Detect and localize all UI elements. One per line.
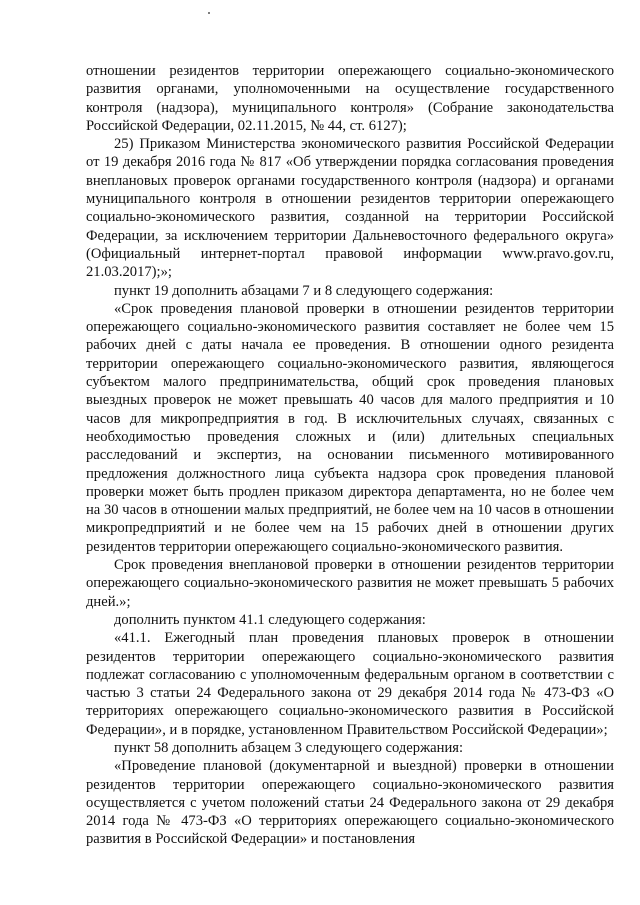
page-mark — [208, 12, 210, 14]
paragraph: 25) Приказом Министерства экономического развития Российской Федерации от 19 декабря 2016 года № 817 «Об утверждении порядка согласования проведения внеплановых проверок органами государственного контроля (надзора) и органами муниципального контроля в отношении резидентов территории опережающего социально-экономического развития, созданной на территории Российской Федерации, за исключением территории Дальневосточного федерального округа» (Официальный интернет-портал правовой информации www.pravo.gov.ru, 21.03.2017);»; — [86, 136, 614, 281]
paragraph: Срок проведения внеплановой проверки в отношении резидентов территории опережающего социально-экономического развития не может превышать 5 рабочих дней.»; — [86, 557, 614, 610]
paragraph: пункт 19 дополнить абзацами 7 и 8 следующего содержания: — [114, 282, 494, 299]
paragraph: «41.1. Ежегодный план проведения плановых проверок в отношении резидентов территории опережающего социально-экономического развития подлежат согласованию с уполномоченным федеральным органом в соответствии с частью 3 статьи 24 Федерального закона от 29 декабря 2014 года № 473-ФЗ «О территориях опережающего социально-экономического развития в Российской Федерации», и в порядке, установленном Правительством Российской Федерации»; — [86, 630, 614, 738]
paragraph: дополнить пунктом 41.1 следующего содержания: — [114, 611, 426, 628]
paragraph: «Проведение плановой (документарной и выездной) проверки в отношении резидентов территории опережающего социально-экономического развития осуществляется с учетом положений статьи 24 Федерального закона от 29 декабря 2014 года № 473-ФЗ «О территориях опережающего социально-экономического развития в Российской Федерации» и постановления — [86, 758, 614, 848]
paragraph: «Срок проведения плановой проверки в отношении резидентов территории опережающего социально-экономического развития составляет не более чем 15 рабочих дней с даты начала ее проведения. В отношении одного резидента территории опережающего социально-экономического развития, являющегося субъектом малого предпринимательства, общий срок проведения плановых выездных проверок не может превышать 40 часов для малого предприятия и 10 часов для микропредприятия в год. В исключительных случаях, связанных с необходимостью проведения сложных и (или) длительных специальных расследований и экспертиз, на основании письменного мотивированного предложения должностного лица субъекта надзора срок проведения плановой проверки может быть продлен приказом директора департамента, но не более чем на 30 часов в отношении малых предприятий, не более чем на 10 часов в отношении микропредприятий и не более чем на 15 рабочих дней в отношении других резидентов территории опережающего социально-экономического развития. — [86, 300, 614, 555]
paragraph: отношении резидентов территории опережающего социально-экономического развития органами, уполномоченными на осуществление государственного контроля (надзора), муниципального контроля» (Собрание законодательства Российской Федерации, 02.11.2015, № 44, ст. 6127); — [86, 63, 614, 134]
document-body — [86, 62, 614, 849]
paragraph: пункт 58 дополнить абзацем 3 следующего содержания: — [114, 739, 464, 756]
